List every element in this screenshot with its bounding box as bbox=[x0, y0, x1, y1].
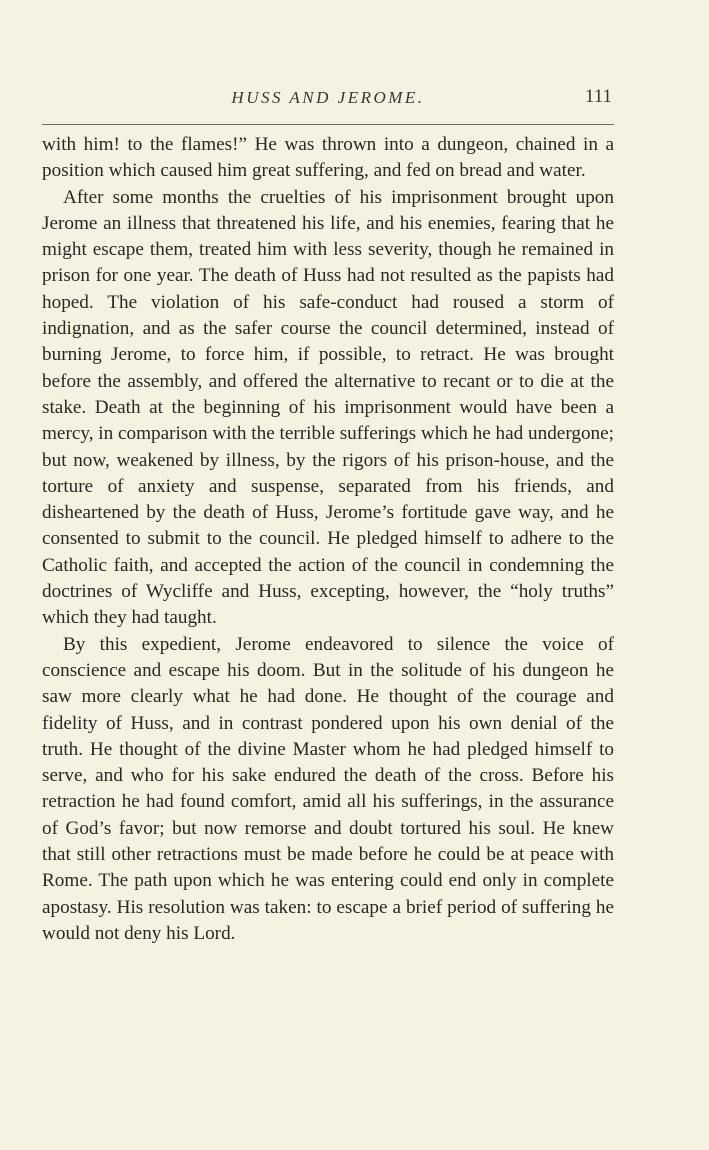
book-page bbox=[42, 84, 614, 947]
paragraph-3: By this expedient, Jerome endeavored to silence the voice of conscience and escape his doom. But in the solitude of his dungeon he saw more clearly what he had done. He thought of the courage and fidelity of Huss, and in contrast pondered upon his own denial of the truth. He thought of the divine Master whom he had pledged himself to serve, and who for his sake endured the death of the cross. Before his retraction he had found comfort, amid all his sufferings, in the assurance of God’s favor; but now remorse and doubt tortured his soul. He knew that still other retractions must be made before he could be at peace with Rome. The path upon which he was entering could end only in complete apostasy. His resolution was taken: to escape a brief period of suffering he would not deny his Lord. bbox=[42, 633, 614, 944]
running-head bbox=[42, 84, 614, 118]
body-text bbox=[42, 132, 614, 947]
header-rule bbox=[42, 124, 614, 125]
paragraph-2: After some months the cruelties of his imprisonment brought upon Jerome an illness that threatened his life, and his enemies, fearing that he might escape them, treated him with less severity, though he remained in prison for one year. The death of Huss had not resulted as the papists had hoped. The violation of his safe-conduct had roused a storm of indignation, and as the safer course the council determined, instead of burning Jerome, to force him, if possible, to retract. He was brought before the assembly, and offered the alternative to recant or to die at the stake. Death at the beginning of his imprisonment would have been a mercy, in comparison with the terrible sufferings which he had undergone; but now, weakened by illness, by the rigors of his prison-house, and the torture of anxiety and suspense, separated from his friends, and disheartened by the death of Huss, Jerome’s fortitude gave way, and he consented to submit to the council. He pledged himself to adhere to the Catholic faith, and accepted the action of the council in condemning the doctrines of Wycliffe and Huss, excepting, however, the “holy truths” which they had taught. bbox=[42, 186, 614, 629]
paragraph-1: with him! to the flames!” He was thrown into a dungeon, chained in a position which caused him great suffering, and fed on bread and water. bbox=[42, 134, 614, 182]
running-head-title: HUSS AND JEROME. bbox=[231, 88, 425, 107]
page-number: 111 bbox=[584, 86, 612, 107]
